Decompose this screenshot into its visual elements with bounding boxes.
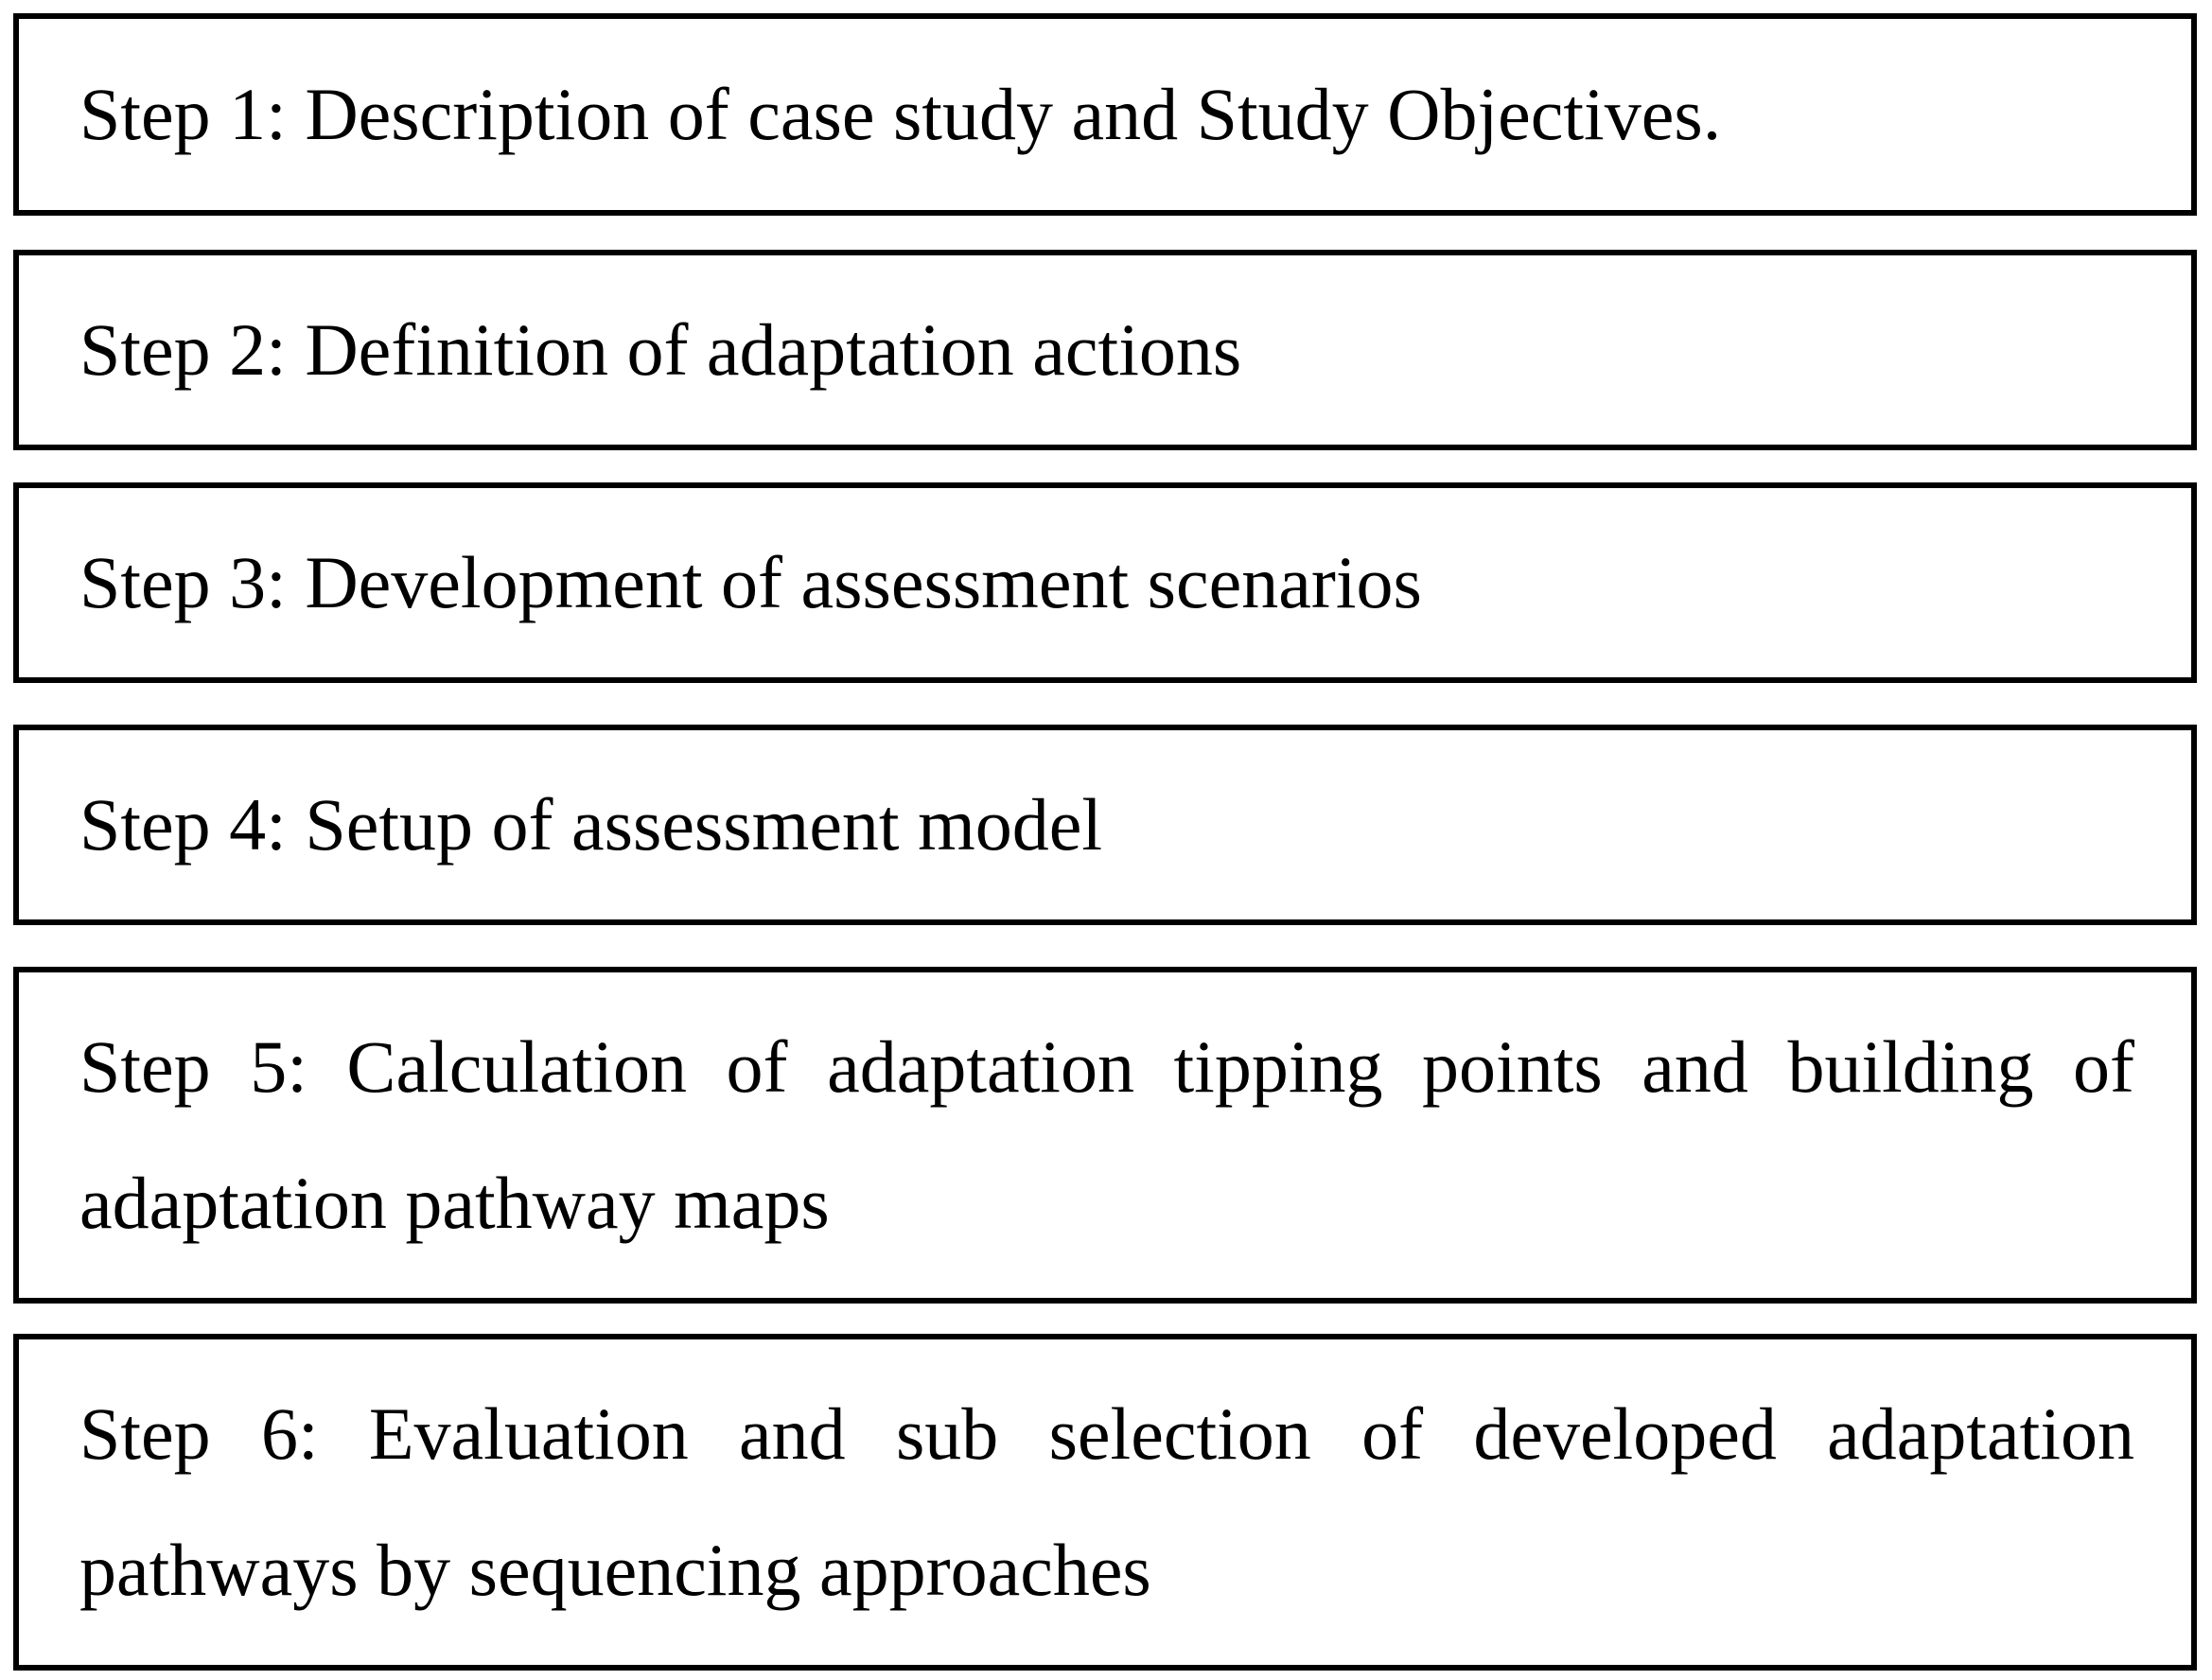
step-1-text: Step 1: Description of case study and Study Objectives. [79,73,1722,155]
step-3-text: Step 3: Development of assessment scenarios [79,541,1422,623]
step-2-text: Step 2: Definition of adaptation actions [79,308,1242,391]
step-6-box [13,1334,2197,1671]
step-3-box [13,482,2197,683]
step-6-text: Step 6: Evaluation and sub selection of developed adaptation pathways by sequencing approaches [79,1392,2134,1611]
step-4-box [13,725,2197,925]
step-5-text: Step 5: Calculation of adaptation tipping points and building of adaptation pathway maps [79,1025,2134,1244]
step-1-box [13,13,2197,216]
step-2-box [13,250,2197,450]
step-4-text: Step 4: Setup of assessment model [79,783,1103,866]
step-5-box [13,967,2197,1304]
